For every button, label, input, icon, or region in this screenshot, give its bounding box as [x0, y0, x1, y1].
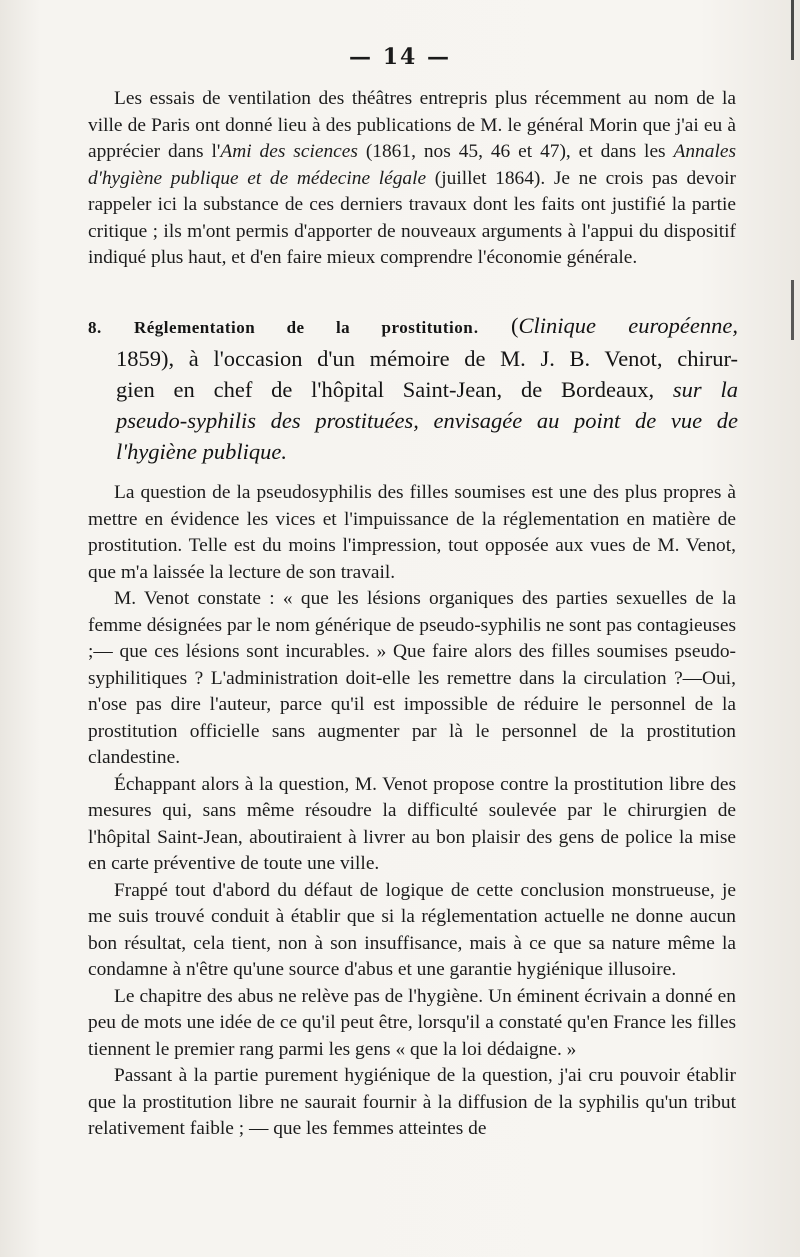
paragraph-4: Frappé tout d'abord du défaut de logique de cette conclusion monstrueuse, je me suis trouvé conduit à établir que si la réglementation actuelle ne donne aucun bon résultat, cela tient, non à son insuffisance, mais à ce que sa nature même la condamne à n'être qu'une source d'abus et une garantie hygiénique illusoire. [88, 879, 736, 980]
para1-text-a: Les essais de ventilation des théâtres entrepris plus récemment au nom de la ville de Paris ont donné lieu à des publications de M. le général Morin que j'ai eu à apprécier dans l' [88, 88, 736, 162]
page-number: — 14 — [349, 44, 451, 70]
paragraph-5: Le chapitre des abus ne relève pas de l'hygiène. Un éminent écrivain a donné en peu de mots une idée de ce qu'il peut être, lorsqu'il a constaté qu'en France les filles tiennent le premier rang parmi les gens « que la loi dédaigne. » [88, 985, 736, 1060]
para1-text-c: (juillet 1864). Je ne crois pas devoir rappeler ici la substance de ces derniers travaux dont les faits ont justifié la partie critique ; ils m'ont permis d'apporter de nouveaux arguments à l'appui du dispositif indiqué plus haut, et d'en faire mieux comprendre l'économie générale. [88, 167, 736, 268]
body-text [88, 480, 736, 1143]
paragraph-ventilation [88, 86, 736, 272]
paragraph-3: Échappant alors à la question, M. Venot propose contre la prostitution libre des mesures qui, sans même résoudre la difficulté soulevée par le chirurgien de l'hôpital Saint-Jean, aboutiraient à livrer au bon plaisir des gens de police la mise en carte préventive de toute une ville. [88, 773, 736, 874]
heading-source-open: . ( [473, 313, 519, 338]
heading-line-3a: gien en chef de l'hôpital Saint-Jean, de Bordeaux, [116, 377, 673, 402]
heading-line-2: 1859), à l'occasion d'un mémoire de M. J. B. Venot, chirur- [116, 346, 738, 371]
heading-line-4: pseudo-syphilis des prostituées, envisagée au point de vue de [116, 408, 738, 433]
heading-title: Réglementation de la prostitution [133, 318, 474, 337]
heading-line-3b: sur la [672, 377, 738, 402]
para1-ami-des-sciences: Ami des sciences [220, 141, 358, 162]
heading-line-3 [88, 374, 738, 405]
paragraph-6: Passant à la partie purement hygiénique de la question, j'ai cru pouvoir établir que la prostitution libre ne saurait fournir à la diffusion de la syphilis qu'un tribut relativement faible ; — que les femmes atteintes de [88, 1065, 736, 1139]
page-edge-shadow [791, 0, 794, 1257]
heading-source: Clinique européenne, [518, 313, 739, 338]
para1-annales: Annales d'hygiène publique et de médecine légale [88, 141, 736, 189]
heading-line-1 [88, 310, 738, 343]
paragraph-2: M. Venot constate : « que les lésions organiques des parties sexuelles de la femme désignées par le nom générique de pseudo-syphilis ne sont pas contagieuses ;— que ces lésions sont incurables. » Que faire alors des filles soumises pseudo-syphilitiques ? L'administration doit-elle les remettre dans la circulation ?—Oui, n'ose pas dire l'auteur, parce qu'il est impossible de réduire le personnel de la prostitution officielle sans augmenter par là le personnel de la prostitution clandestine. [88, 588, 736, 768]
heading-line-5: l'hygiène publique. [116, 439, 288, 464]
para1-text-b: (1861, nos 45, 46 et 47), et dans les [357, 141, 674, 162]
heading-number: 8. [88, 318, 102, 337]
section-heading [88, 310, 738, 467]
paragraph-1: La question de la pseudosyphilis des filles soumises est une des plus propres à mettre en évidence les vices et l'impuissance de la réglementation en matière de prostitution. Telle est du moins l'impression, tout opposée aux vues de M. Venot, que m'a laissée la lecture de son travail. [88, 482, 736, 583]
